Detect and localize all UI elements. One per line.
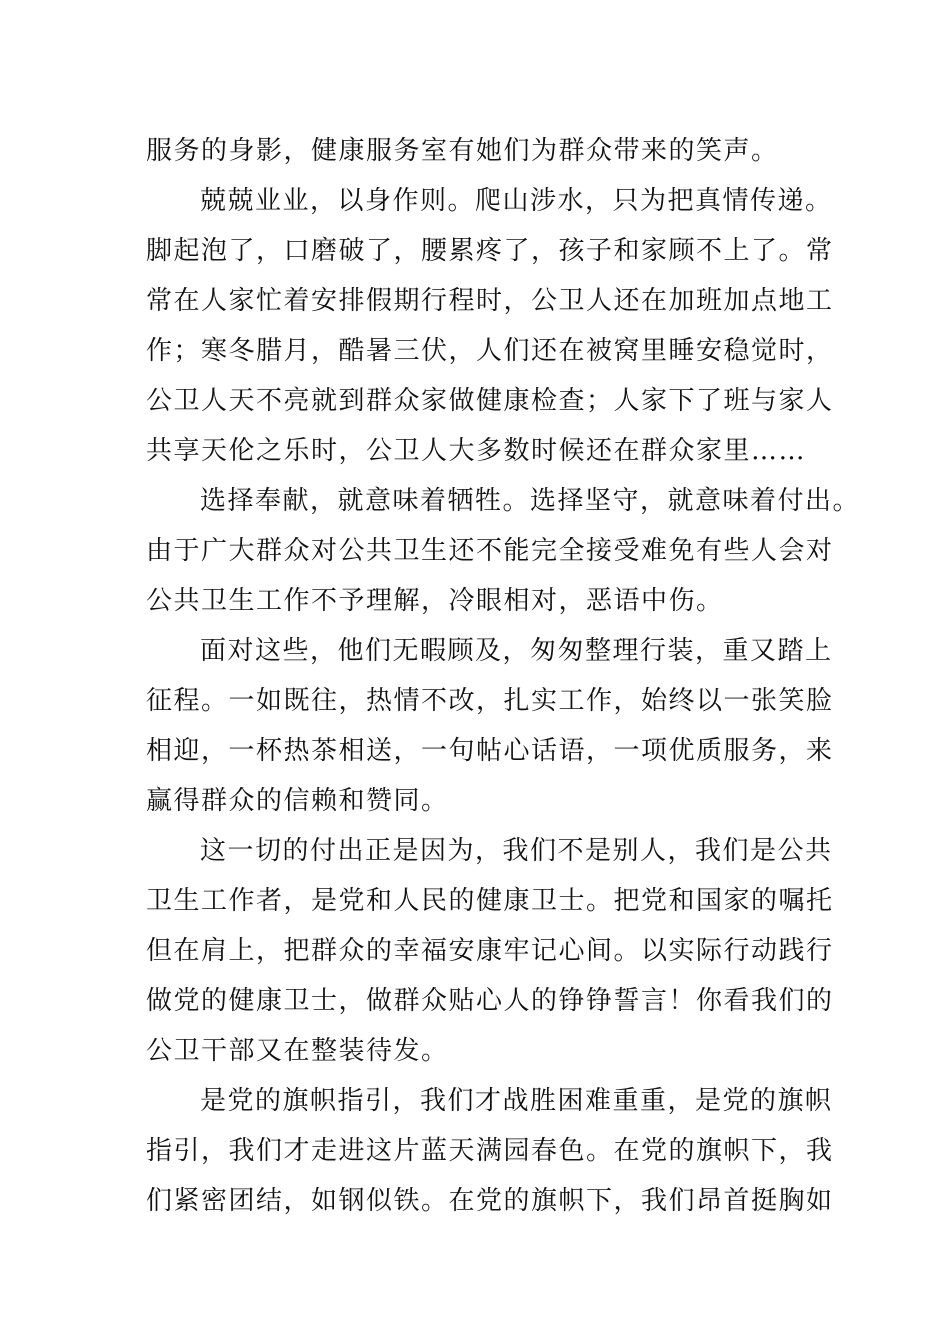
text-line: 共享天伦之乐时，公卫人大多数时候还在群众家里…… <box>146 436 807 466</box>
text-line: 公卫人天不亮就到群众家做健康检查；人家下了班与家人 <box>146 386 834 416</box>
text-line: 服务的身影，健康服务室有她们为群众带来的笑声。 <box>146 136 779 166</box>
text-line: 是党的旗帜指引，我们才战胜困难重重，是党的旗帜 <box>200 1086 833 1116</box>
text-line: 卫生工作者，是党和人民的健康卫士。把党和国家的嘱托 <box>146 886 834 916</box>
text-line: 常在人家忙着安排假期行程时，公卫人还在加班加点地工 <box>146 286 834 316</box>
text-line: 由于广大群众对公共卫生还不能完全接受难免有些人会对 <box>146 536 834 566</box>
text-line: 脚起泡了，口磨破了，腰累疼了，孩子和家顾不上了。常 <box>146 236 834 266</box>
text-line: 赢得群众的信赖和赞同。 <box>146 786 449 816</box>
text-line: 这一切的付出正是因为，我们不是别人，我们是公共 <box>200 836 833 866</box>
text-line: 相迎，一杯热茶相送，一句帖心话语，一项优质服务，来 <box>146 736 834 766</box>
text-line: 指引，我们才走进这片蓝天满园春色。在党的旗帜下，我 <box>146 1136 834 1166</box>
text-line: 选择奉献，就意味着牺牲。选择坚守，就意味着付出。 <box>200 486 861 516</box>
text-line: 兢兢业业，以身作则。爬山涉水，只为把真情传递。 <box>200 186 833 216</box>
text-line: 但在肩上，把群众的幸福安康牢记心间。以实际行动践行 <box>146 936 834 966</box>
text-line: 们紧密团结，如钢似铁。在党的旗帜下，我们昂首挺胸如 <box>146 1186 834 1216</box>
text-line: 面对这些，他们无暇顾及，匆匆整理行装，重又踏上 <box>200 636 833 666</box>
text-line: 征程。一如既往，热情不改，扎实工作，始终以一张笑脸 <box>146 686 834 716</box>
body-text <box>146 126 861 1226</box>
text-line: 作；寒冬腊月，酷暑三伏，人们还在被窝里睡安稳觉时， <box>146 336 834 366</box>
text-line: 做党的健康卫士，做群众贴心人的铮铮誓言！你看我们的 <box>146 986 834 1016</box>
text-line: 公卫干部又在整装待发。 <box>146 1036 449 1066</box>
text-line: 公共卫生工作不予理解，冷眼相对，恶语中伤。 <box>146 586 724 616</box>
